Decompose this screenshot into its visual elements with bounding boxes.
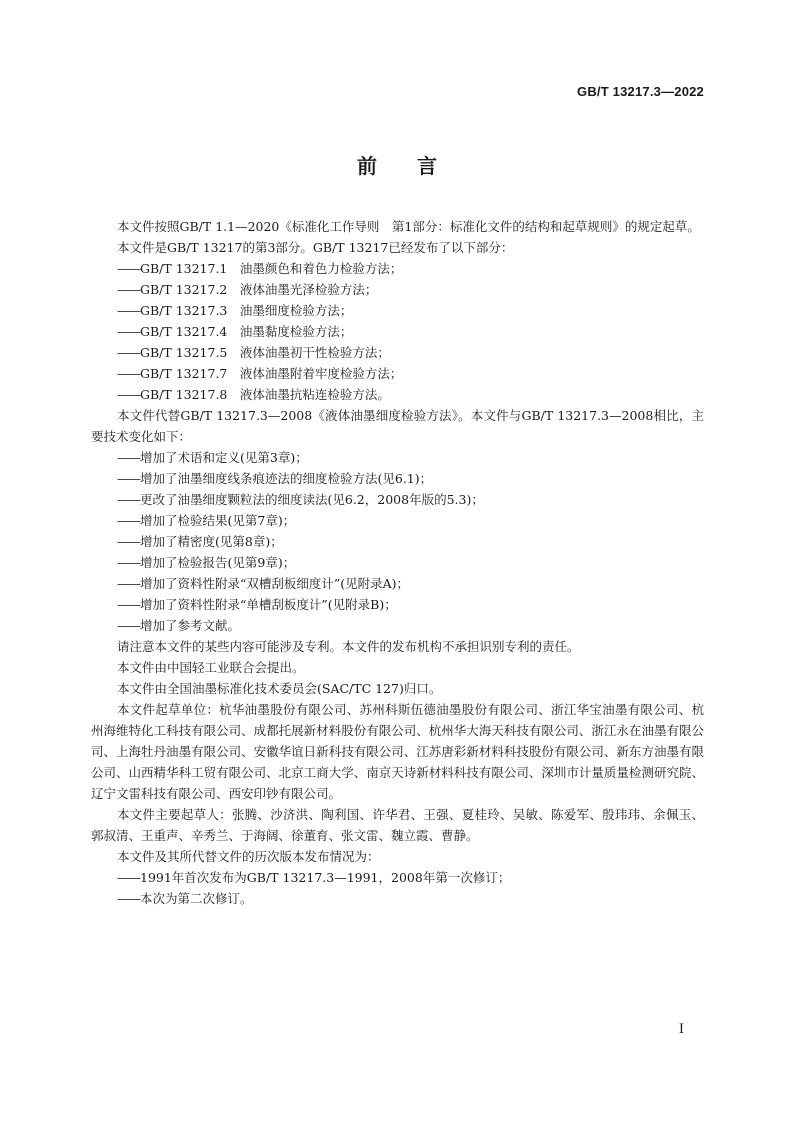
parts-list-item xyxy=(91,300,704,321)
change-list-item xyxy=(91,594,704,615)
change-list-item-text: 增加了术语和定义(见第3章)； xyxy=(140,450,308,465)
document-body xyxy=(91,216,704,909)
paragraph-replaces: 本文件代替GB/T 13217.3—2008《液体油墨细度检验方法》。本文件与GB/T 13217.3—2008相比，主要技术变化如下： xyxy=(91,408,704,444)
parts-list-item xyxy=(91,258,704,279)
change-list-item-text: 增加了精密度(见第8章)； xyxy=(140,534,283,549)
paragraph-drafting-rules: 本文件按照GB/T 1.1—2020《标准化工作导则 第1部分：标准化文件的结构和起草规则》的规定起草。 xyxy=(117,219,700,234)
dash-marker: —— xyxy=(117,324,140,339)
dash-marker: —— xyxy=(117,387,140,402)
dash-marker: —— xyxy=(117,366,140,381)
parts-list-item-text: GB/T 13217.2 液体油墨光泽检验方法； xyxy=(140,282,378,297)
parts-list-item xyxy=(91,384,704,405)
paragraph-drafting-units: 本文件起草单位：杭华油墨股份有限公司、苏州科斯伍德油墨股份有限公司、浙江华宝油墨有限公司、杭州海维特化工科技有限公司、成都托展新材料股份有限公司、杭州华大海天科技有限公司、浙江永在油墨有限公司、上海牡丹油墨有限公司、安徽华谊日新科技有限公司、江苏唐彩新材料科技股份有限公司、新东方油墨有限公司、山西精华科工贸有限公司、北京工商大学、南京天诗新材料科技有限公司、深圳市计量质量检测研究院、辽宁文雷科技有限公司、西安印钞有限公司。 xyxy=(91,702,704,801)
parts-list-item-text: GB/T 13217.3 油墨细度检验方法； xyxy=(140,303,353,318)
history-list-item xyxy=(91,888,704,909)
history-list xyxy=(91,867,704,909)
parts-list-item-text: GB/T 13217.4 油墨黏度检验方法； xyxy=(140,324,353,339)
dash-marker: —— xyxy=(117,513,140,528)
dash-marker: —— xyxy=(117,618,140,633)
changes-list xyxy=(91,447,704,636)
change-list-item xyxy=(91,552,704,573)
dash-marker: —— xyxy=(117,534,140,549)
paragraph-administered-by: 本文件由全国油墨标准化技术委员会(SAC/TC 127)归口。 xyxy=(117,681,442,696)
page-title: 前言 xyxy=(357,154,477,178)
change-list-item-text: 增加了检验结果(见第7章)； xyxy=(140,513,296,528)
page-number: I xyxy=(678,1022,684,1037)
dash-marker: —— xyxy=(117,450,140,465)
parts-list-item-text: GB/T 13217.7 液体油墨附着牢度检验方法； xyxy=(140,366,403,381)
change-list-item-text: 增加了资料性附录“单槽刮板度计”(见附录B)； xyxy=(140,597,397,612)
change-list-item xyxy=(91,468,704,489)
standard-number: GB/T 13217.3—2022 xyxy=(577,84,704,99)
dash-marker: —— xyxy=(117,870,140,885)
change-list-item xyxy=(91,510,704,531)
dash-marker: —— xyxy=(117,492,140,507)
paragraph-proposed-by: 本文件由中国轻工业联合会提出。 xyxy=(117,660,305,675)
change-list-item xyxy=(91,489,704,510)
parts-list-item-text: GB/T 13217.8 液体油墨抗粘连检验方法。 xyxy=(140,387,390,402)
change-list-item-text: 更改了油墨细度颗粒法的细度读法(见6.2，2008年版的5.3)； xyxy=(140,492,484,507)
dash-marker: —— xyxy=(117,261,140,276)
dash-marker: —— xyxy=(117,891,140,906)
change-list-item xyxy=(91,447,704,468)
change-list-item-text: 增加了参考文献。 xyxy=(140,618,241,633)
dash-marker: —— xyxy=(117,576,140,591)
parts-list-item-text: GB/T 13217.1 油墨颜色和着色力检验方法； xyxy=(140,261,403,276)
paragraph-drafters: 本文件主要起草人：张腾、沙济洪、陶利国、许华君、王强、夏桂玲、吴敏、陈爱军、殷玮玮、余佩玉、郭叔清、王重声、辛秀兰、于海阔、徐董育、张文雷、魏立霞、曹静。 xyxy=(91,807,704,843)
dash-marker: —— xyxy=(117,471,140,486)
dash-marker: —— xyxy=(117,282,140,297)
parts-list-item xyxy=(91,279,704,300)
change-list-item-text: 增加了油墨细度线条痕迹法的细度检验方法(见6.1)； xyxy=(140,471,433,486)
dash-marker: —— xyxy=(117,597,140,612)
paragraph-history-intro: 本文件及其所代替文件的历次版本发布情况为： xyxy=(117,849,380,864)
change-list-item xyxy=(91,615,704,636)
parts-list-item xyxy=(91,321,704,342)
dash-marker: —— xyxy=(117,555,140,570)
change-list-item xyxy=(91,531,704,552)
change-list-item xyxy=(91,573,704,594)
paragraph-parts-intro: 本文件是GB/T 13217的第3部分。GB/T 13217已经发布了以下部分： xyxy=(117,240,514,255)
dash-marker: —— xyxy=(117,345,140,360)
history-list-item xyxy=(91,867,704,888)
paragraph-patent-note: 请注意本文件的某些内容可能涉及专利。本文件的发布机构不承担识别专利的责任。 xyxy=(117,639,580,654)
change-list-item-text: 增加了资料性附录“双槽刮板细度计”(见附录A)； xyxy=(140,576,410,591)
parts-list-item-text: GB/T 13217.5 液体油墨初干性检验方法； xyxy=(140,345,390,360)
parts-list-item xyxy=(91,342,704,363)
change-list-item-text: 增加了检验报告(见第9章)； xyxy=(140,555,296,570)
dash-marker: —— xyxy=(117,303,140,318)
history-list-item-text: 本次为第二次修订。 xyxy=(140,891,253,906)
parts-list xyxy=(91,258,704,405)
history-list-item-text: 1991年首次发布为GB/T 13217.3—1991，2008年第一次修订； xyxy=(140,870,511,885)
parts-list-item xyxy=(91,363,704,384)
